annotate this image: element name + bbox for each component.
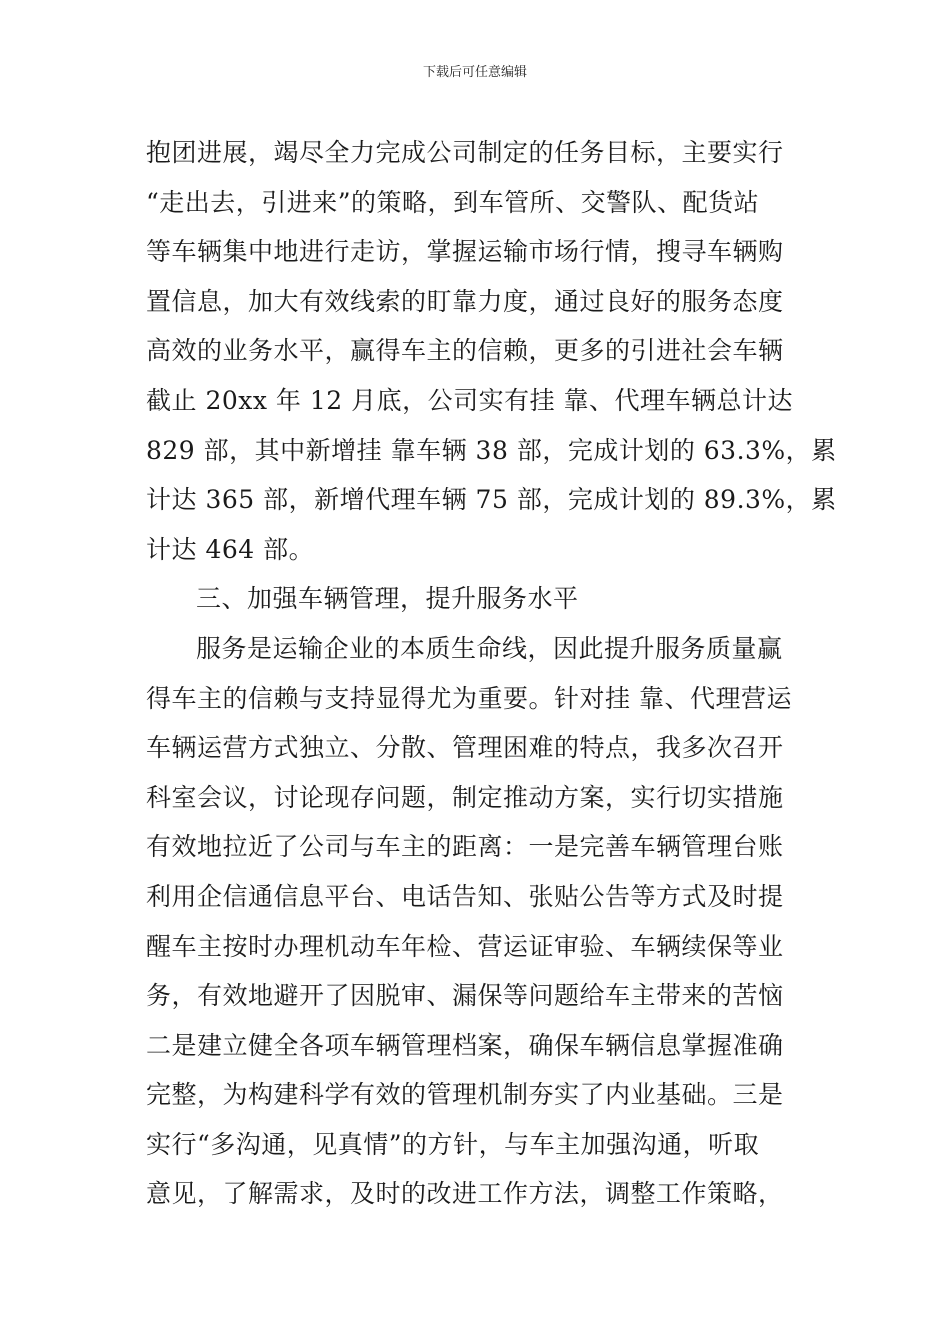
- text-line: 车辆运营方式独立、分散、管理困难的特点，我多次召开: [146, 733, 784, 763]
- paragraph: [146, 624, 816, 1219]
- text-line: 抱团进展，竭尽全力完成公司制定的任务目标，主要实行: [146, 138, 784, 167]
- text-line: 利用企信通信息平台、电话告知、张贴公告等方式及时提: [146, 881, 784, 911]
- text-line: 截止 20xx 年 12 月底，公司实有挂 靠、代理车辆总计达: [146, 385, 794, 415]
- text-line: 科室会议，讨论现存问题，制定推动方案，实行切实措施: [146, 782, 784, 812]
- text-line: 计达 464 部。: [146, 534, 315, 564]
- paragraph: [146, 128, 837, 574]
- text-line: 醒车主按时办理机动车年检、营运证审验、车辆续保等业: [146, 931, 784, 961]
- text-line: 服务是运输企业的本质生命线，因此提升服务质量赢: [196, 633, 783, 663]
- section-heading: [146, 574, 816, 624]
- text-line: 二是建立健全各项车辆管理档案，确保车辆信息掌握准确: [146, 1030, 784, 1060]
- text-line: 有效地拉近了公司与车主的距离：一是完善车辆管理台账: [146, 832, 784, 862]
- text-line: 实行“多沟通，见真情”的方针，与车主加强沟通，听取: [146, 1129, 760, 1159]
- text-line: 高效的业务水平，赢得车主的信赖，更多的引进社会车辆: [146, 336, 784, 366]
- text-line: 等车辆集中地进行走访，掌握运输市场行情，搜寻车辆购: [146, 237, 784, 267]
- heading-line: 三、加强车辆管理，提升服务水平: [196, 584, 579, 614]
- page-header: 下载后可任意编辑: [422, 65, 527, 80]
- text-line: 829 部，其中新增挂 靠车辆 38 部，完成计划的 63.3%，累: [146, 435, 837, 465]
- text-line: 置信息，加大有效线索的盯靠力度，通过良好的服务态度: [146, 286, 784, 316]
- text-line: 务，有效地避开了因脱审、漏保等问题给车主带来的苦恼: [146, 981, 784, 1011]
- text-line: 得车主的信赖与支持显得尤为重要。针对挂 靠、代理营运: [146, 683, 792, 713]
- text-line: 完整，为构建科学有效的管理机制夯实了内业基础。三是: [146, 1080, 784, 1110]
- text-line: “走出去，引进来”的策略，到车管所、交警队、配货站: [146, 187, 760, 217]
- text-line: 计达 365 部，新增代理车辆 75 部，完成计划的 89.3%，累: [146, 485, 837, 515]
- text-line: 意见，了解需求，及时的改进工作方法，调整工作策略，: [146, 1179, 784, 1209]
- document-body: [146, 128, 837, 1219]
